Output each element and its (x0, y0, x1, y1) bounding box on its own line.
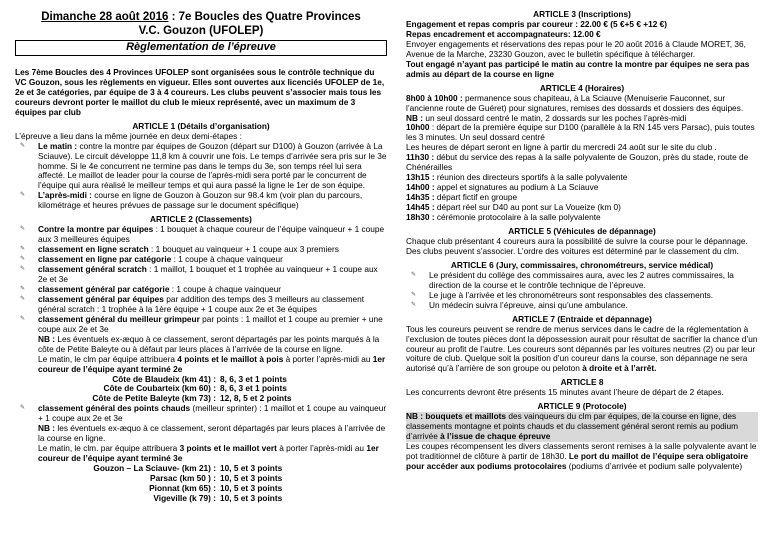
morning-label: Le matin : (38, 140, 78, 151)
item-label: classement général par catégorie (38, 283, 170, 294)
bullet-icon: ✎ (20, 192, 26, 199)
list-item (406, 301, 758, 311)
schedule-line (406, 213, 758, 223)
bullet-icon: ✎ (411, 301, 417, 308)
list-item (15, 225, 387, 245)
time-label: 11h30 : (406, 152, 435, 163)
sprint-name: Vigeville (k 79) : (153, 492, 216, 503)
time-text: : départ de la première équipe sur D100 (parallèle à la RN 145 vers Parsac), puis toutes les 3 minutes. Un seul dossard centré (406, 122, 755, 143)
article-7-title: ARTICLE 7 (Entraide et dépannage) (512, 313, 652, 324)
points-row (38, 494, 387, 504)
item-text: : 1 bouquet au vainqueur + 1 coupe aux 3 premiers (148, 244, 339, 255)
time-label: 8h00 à 10h00 : (406, 92, 463, 103)
time-label: 14h45 : (406, 202, 435, 213)
time-text: permanence sous chapiteau, à La Sciauve (Menuiserie Fauconnet, sur l’ancienne route de Guéret) pour signatures, remises des dossards et dossiers des équipes. (406, 92, 744, 113)
time-text: cérémonie protocolaire à la salle polyvalente (434, 212, 601, 223)
item-label: classement général du meilleur grimpeur (38, 313, 200, 324)
nb-label: NB : bouquets et maillots (406, 411, 507, 422)
bullet-icon: ✎ (20, 295, 26, 302)
morning-text: contre la montre par équipes de Gouzon (départ sur D100) à Gouzon (arrivée à La Sciauve). Le circuit développe 11,8 km à couvrir une fois. Le temps d’arrivée sera pris sur le 3e homme. Si le 4e concurrent ne termine pas dans le temps du 3e, son temps réel lui sera affecté. Le maillot de leader pour la course de l’après-midi sera porté par le concurrent de l’équipe qui aura réalisé le meilleur temps et qui aura passé la ligne le 1er de son équipe. (38, 140, 387, 191)
list-item (15, 295, 387, 315)
time-text: appel et signatures au podium à La Sciauve (434, 182, 599, 193)
morning-rule-bold: 4 points et le maillot à pois (177, 353, 284, 364)
article-6-title: ARTICLE 6 (Jury, commissaires, chronométreurs, service médical) (450, 259, 714, 270)
nb-bold: à l’issue de chaque épreuve (440, 431, 551, 442)
climb-points-value: 8, 6, 3 et 1 points (220, 373, 287, 384)
item-text: : 1 maillot, 1 bouquet et 1 trophée au vainqueur + 1 coupe aux 2e et 3e (38, 264, 378, 284)
item-text: : 1 coupe à chaque vainqueur (169, 283, 282, 294)
nb-text: Les éventuels ex-æquo à ce classement, seront départagés par les points marqués à la côte de Petite Baleyte ou à défaut par leurs places à l’arrivée de la course en ligne. (38, 333, 380, 354)
event-date: Dimanche 28 août 2016 (41, 11, 169, 23)
meal-line: Repas encadrement et accompagnateurs: 12.00 € (406, 28, 601, 39)
item-label: Contre la montre par équipes (38, 224, 154, 235)
registration-rule: Tout engagé n’ayant pas participé le matin au contre la montre par équipes ne sera pas admis au départ de la course en ligne (406, 58, 750, 79)
time-label: 18h30 : (406, 212, 435, 223)
time-label: 13h15 : (406, 172, 435, 183)
time-text: départ fictif en groupe (434, 192, 518, 203)
sprint-points-value: 10, 5 et 3 points (220, 483, 283, 494)
bullet-icon: ✎ (20, 285, 26, 292)
item-label: classement général par équipes (38, 293, 164, 304)
item-label: classement général scratch (38, 264, 147, 275)
intro-paragraph: Les 7ème Boucles des 4 Provinces UFOLEP sont organisées sous le contrôle technique du VC Gouzon, sous les règlements en vigueur. Elles sont ouvertes aux licenciés UFOLEP de 1e, 2e et 3e catégories, par équipe de 3 à 4 coureurs. Les clubs peuvent s’associer mais tous les coureurs devront porter le maillot du club le mieux représenté, avec un maximum de 3 équipes par club (15, 66, 385, 117)
article-1-title: ARTICLE 1 (Détails d’organisation) (132, 120, 270, 131)
article-8-text: Les concurrents devront être présents 15 minutes avant l’heure de départ de 2 étapes. (406, 387, 724, 398)
item-text: par addition des temps des 3 meilleurs au classement général scratch : 1 trophée à la 1ère équipe + 1 coupe aux 2e et 3e équipes (38, 293, 365, 314)
item-text: Un médecin suivra l’épreuve, ainsi qu’une ambulance. (429, 299, 628, 310)
article-7-body: Tous les coureurs peuvent se rendre de menus services dans le cadre de la réglementation à l’exclusion de toutes pièces dont la dépossession aurait pour résultat de sacrifier la chance d’un coureur au profit de l’autre. Les coureurs sont dépannés par les voitures neutres (2) ou par leur voiture de club. Quelque soit la position d’un coureur dans la course, son dépannage ne sera autorisé qu’à l’arrière de son groupe ou peloton (406, 323, 758, 374)
item-text: : 1 coupe à chaque vainqueur (171, 254, 283, 265)
regulation-heading: Règlementation de l’épreuve (15, 40, 387, 56)
schedule-line (406, 153, 758, 173)
time-text: début du service des repas à la salle polyvalente de Gouzon, près du stade, route de Chénérailles (406, 152, 749, 173)
article-8-title: ARTICLE 8 (560, 377, 604, 388)
nb-label: NB : (406, 112, 424, 123)
article-2-title: ARTICLE 2 (Classements) (150, 214, 252, 225)
sprint-points-value: 10, 5 et 3 points (220, 492, 283, 503)
registration-text: Envoyer engagements et réservations des repas pour le 20 août 2016 à Claude MORET, 36, Avenue de la Marche, 23230 Gouzon, avec le bulletin spécifique à télécharger. (406, 38, 746, 59)
schedule-line: Les heures de départ seront en ligne à partir du mercredi 24 août sur le site du club . (406, 142, 717, 153)
bullet-icon: ✎ (20, 315, 26, 322)
climb-name: Côte de Coubarteix (km 60) : (103, 383, 216, 394)
sprint-points-value: 10, 5 et 3 points (220, 473, 283, 484)
afternoon-text: course en ligne de Gouzon à Gouzon sur 98.4 km (voir plan du parcours, kilométrage et heures prévues de passage sur le document spécifique) (38, 190, 363, 211)
morning-rule-bold: 3 points et le maillot vert (179, 443, 277, 454)
event-name: : 7e Boucles des Quatre Provinces (168, 11, 361, 23)
right-column (406, 10, 758, 472)
morning-rule-cont: à porter l’après-midi au (276, 443, 367, 454)
item-label: classement en ligne par catégorie (38, 254, 172, 265)
morning-rule-target: 1er coureur de l’équipe ayant terminé 3e (38, 443, 379, 464)
morning-rule: Le matin, le clm par équipe attribuera (38, 353, 178, 364)
fee-line: Engagement et repas compris par coureur : 22.00 € (5 €+5 € +12 €) (406, 18, 668, 29)
bullet-icon: ✎ (20, 256, 26, 263)
article-1-lead: L’épreuve a lieu dans la même journée en deux demi-étapes : (15, 130, 242, 141)
bullet-icon: ✎ (20, 226, 26, 233)
morning-rule: Le matin, le clm. par équipe attribuera (38, 443, 180, 454)
item-label: classement général des points chauds (38, 403, 191, 414)
item-label: classement en ligne scratch (38, 244, 149, 255)
schedule-line (406, 123, 758, 143)
time-label: 10h00 (406, 122, 430, 133)
article-9-title: ARTICLE 9 (Protocole) (537, 401, 627, 412)
time-label: 14h35 : (406, 192, 435, 203)
list-item (15, 142, 387, 192)
list-item (406, 271, 758, 291)
climb-name: Côte de Blaudeix (km 41) : (112, 373, 216, 384)
climb-name: Côte de Petite Baleyte (km 73) : (92, 393, 216, 404)
item-text: Le président du collège des commissaires aura, avec les 2 autres commissaires, la direction de la course et le contrôle technique de l’épreuve. (429, 269, 734, 290)
item-text: par points : 1 maillot et 1 coupe au premier + une coupe aux 2e et 3e (38, 313, 383, 334)
nb-label: NB : (38, 423, 56, 434)
article-7-bold: à droite et à l’arrêt. (582, 363, 657, 374)
bullet-icon: ✎ (411, 291, 417, 298)
nb-text: un seul dossard centré le matin, 2 dossards sur les poches l’après-midi (423, 112, 687, 123)
club-name: V.C. Gouzon (UFOLEP) (138, 25, 264, 38)
article-7-text (406, 325, 758, 375)
sprint-name: Gouzon – La Sciauve- (km 21) : (93, 463, 216, 474)
afternoon-label: L’après-midi : (38, 190, 92, 201)
article-4-title: ARTICLE 4 (Horaires) (539, 82, 625, 93)
list-item (15, 404, 387, 504)
left-column (15, 10, 387, 504)
climb-points-value: 12, 8, 5 et 2 points (220, 393, 292, 404)
bullet-icon: ✎ (20, 246, 26, 253)
article-3-title: ARTICLE 3 (Inscriptions) (533, 9, 631, 19)
time-label: 14h00 : (406, 182, 435, 193)
bullet-icon: ✎ (20, 266, 26, 273)
protocol-body: Les coupes récompensent les divers classements seront remises à la salle polyvalente avant le pot traditionnel de clôture à partir de 18h30. (406, 441, 757, 462)
protocol-note (406, 412, 758, 442)
climb-points-value: 8, 6, 3 et 1 points (220, 383, 287, 394)
time-text: réunion des directeurs sportifs à la salle polyvalente (434, 172, 628, 183)
nb-text: les éventuels ex-æquo à ce classement, seront départagés par leurs places à l’arrivée de la course en ligne. (38, 423, 386, 444)
sprint-name: Pionnat (km 65) : (149, 483, 216, 494)
item-text: : 1 bouquet à chaque coureur de l’équipe vainqueur + 1 coupe aux 3 meilleures équipes (38, 224, 385, 245)
list-item (15, 315, 387, 405)
protocol-tail: (podiums d’arrivée et podium salle polyvalente) (566, 460, 743, 471)
morning-rule-target: 1er coureur de l’équipe ayant terminé 2e (38, 353, 386, 374)
bullet-icon: ✎ (411, 271, 417, 278)
item-text: Le juge à l’arrivée et les chronométreurs sont responsables des classements. (429, 289, 714, 300)
nb-text: des vainqueurs du clm par équipes, de la course en ligne, des classements montagne et points chauds et du classement général seront remis au podium d’arrivée (406, 411, 739, 442)
climb-points (38, 375, 387, 405)
bullet-icon: ✎ (20, 405, 26, 412)
list-item (15, 191, 387, 211)
item-text: (meilleur sprinter) : 1 maillot et 1 coupe au vainqueur + 1 coupe aux 2e et 3e (38, 403, 387, 424)
page-title (15, 10, 387, 24)
protocol-text (406, 442, 758, 472)
nb-label: NB : (38, 333, 56, 344)
article-5-title: ARTICLE 5 (Véhicules de dépannage) (508, 226, 656, 237)
sprint-points-value: 10, 5 et 3 points (220, 463, 283, 474)
protocol-bold: Le port du maillot de l’équipe sera obligatoire pour accéder aux podiums protocolaires (406, 451, 749, 471)
time-text: départ réel sur D40 au pont sur La Voueize (km 0) (434, 202, 621, 213)
morning-rule-cont: à porter l’après-midi au (283, 353, 373, 364)
sprint-name: Parsac (km 50 ) : (150, 473, 216, 484)
article-5-text: Chaque club présentant 4 coureurs aura la possibilité de suivre la course pour le dépannage. Des clubs peuvent s’associer. L’ordre des voitures est déterminé par le classement du clm. (406, 235, 748, 256)
sprint-points (38, 464, 387, 504)
list-item (15, 265, 387, 285)
schedule-line (406, 94, 758, 114)
bullet-icon: ✎ (20, 142, 26, 149)
